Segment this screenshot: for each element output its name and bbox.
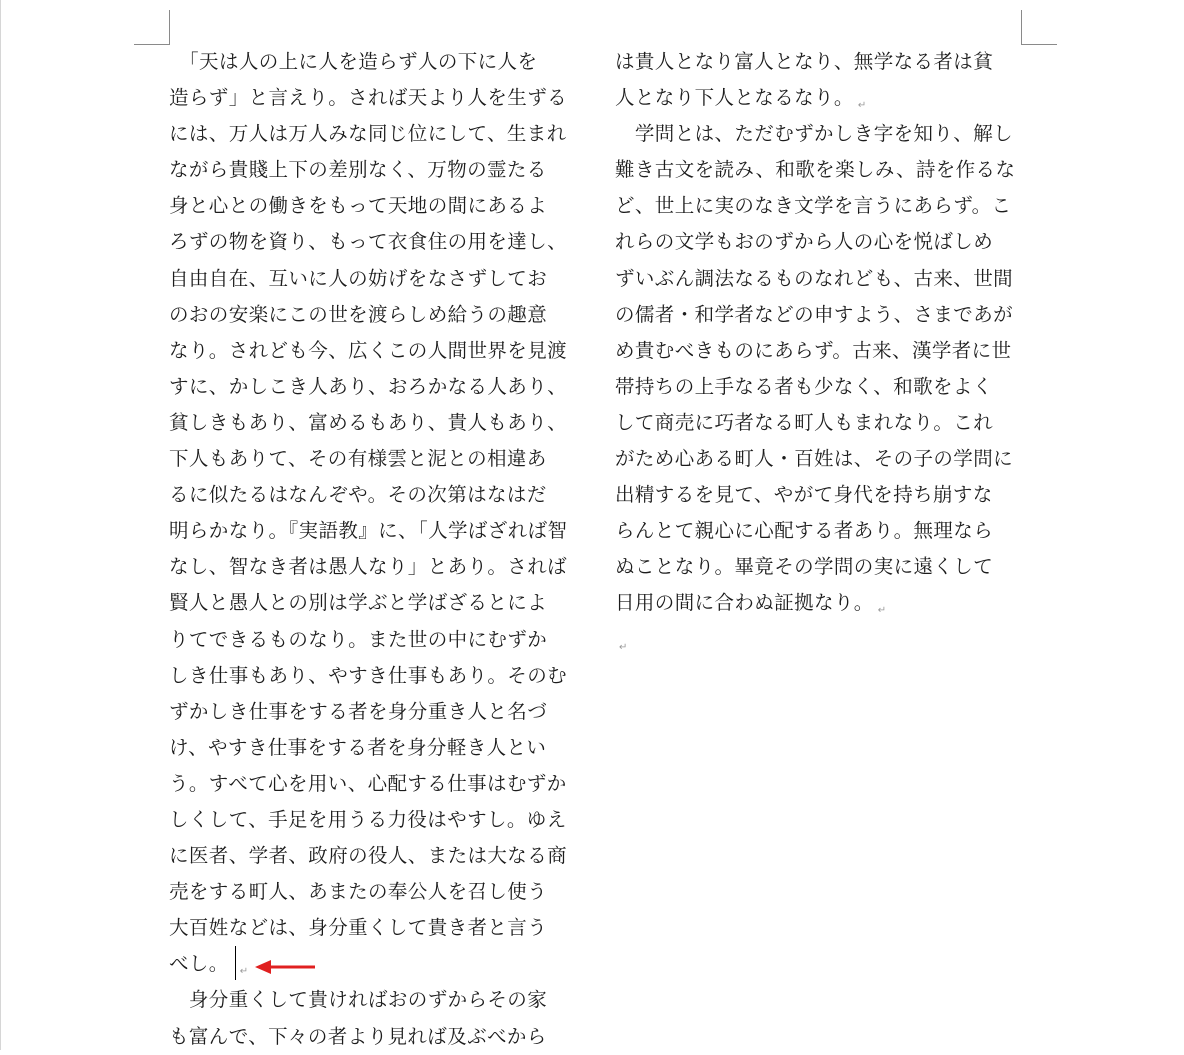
right-text-column[interactable] [615,44,1023,658]
text-line-content[interactable]: 日用の間に合わぬ証拠なり。 [615,591,874,615]
text-line[interactable]: 下人もありて、その有様雲と泥との相違あ [169,447,547,471]
text-line[interactable]: ながら貴賤上下の差別なく、万物の霊たる [169,158,547,182]
empty-line[interactable] [615,622,1023,658]
left-text-column[interactable] [169,44,577,1055]
text-line[interactable]: らんとて親心に心配する者あり。無理なら [615,519,994,543]
text-line[interactable]: がため心ある町人・百姓は、その子の学問に [615,447,1014,471]
text-line[interactable]: 出精するを見て、やがて身代を持ち崩すな [615,483,993,507]
crop-mark-top-left-vertical [169,10,170,44]
text-line[interactable]: う。すべて心を用い、心配する仕事はむずか [169,771,567,795]
text-line[interactable]: れらの文学もおのずから人の心を悦ばしめ [615,230,994,254]
red-arrow-annotation-icon [255,958,317,976]
text-line[interactable]: 売をする町人、あまたの奉公人を召し使う [169,880,548,904]
page-edge [0,0,1,1050]
text-line[interactable]: 造らず」と言えり。されば天より人を生ずる [169,86,568,110]
text-line[interactable]: ずいぶん調法なるものなれども、古来、世間 [615,266,1014,290]
crop-mark-top-right-horizontal [1021,44,1057,45]
paragraph-mark-icon: ↵ [877,605,887,617]
crop-mark-top-right-vertical [1021,10,1022,44]
text-line[interactable]: ろずの物を資り、もって衣食住の用を達し、 [169,230,568,254]
text-line[interactable]: なり。されども今、広くこの人間世界を見渡 [169,338,568,362]
text-line[interactable]: 大百姓などは、身分重くして貴き者と言う [169,916,548,940]
text-line[interactable]: 難き古文を読み、和歌を楽しみ、詩を作るな [615,158,1016,182]
text-line[interactable]: は貴人となり富人となり、無学なる者は貧 [615,50,994,73]
text-line[interactable]: るに似たるはなんぞや。その次第はなはだ [169,483,547,507]
text-line[interactable]: 明らかなり。『実語教』に、「人学ばざれば智 [169,519,568,543]
crop-mark-top-left-horizontal [134,44,170,45]
text-line[interactable]: すに、かしこき人あり、おろかなる人あり、 [169,374,568,398]
paragraph-mark-icon: ↵ [239,966,249,978]
text-line[interactable]: 身分重くして貴ければおのずからその家 [169,988,548,1012]
text-line[interactable]: しくして、手足を用うる力役はやすし。ゆえ [169,807,567,831]
text-line[interactable]: 「天は人の上に人を造らず人の下に人を [169,50,538,73]
text-line[interactable]: 賢人と愚人との別は学ぶと学ばざるとによ [169,591,548,615]
text-line[interactable]: ずかしき仕事をする者を身分重き人と名づ [169,699,548,723]
paragraph-mark-icon: ↵ [619,641,628,653]
text-line[interactable]: 帯持ちの上手なる者も少なく、和歌をよく [615,374,993,398]
text-line[interactable]: 貧しきもあり、富めるもあり、貴人もあり、 [169,410,568,434]
text-line[interactable]: ど、世上に実のなき文学を言うにあらず。こ [615,194,1012,218]
text-line[interactable]: なし、智なき者は愚人なり」とあり。されば [169,555,568,579]
text-line[interactable]: に医者、学者、政府の役人、または大なる商 [169,844,568,868]
text-line[interactable]: ぬことなり。畢竟その学問の実に遠くして [615,555,994,579]
text-line-content[interactable]: 人となり下人となるなり。 [615,86,854,110]
text-line[interactable]: 自由自在、互いに人の妨げをなさずしてお [169,266,548,290]
text-line[interactable]: 学問とは、ただむずかしき字を知り、解し [615,122,1014,146]
text-line-content[interactable]: べし。 [169,952,229,976]
text-line[interactable] [615,585,1023,621]
text-line[interactable]: のおの安楽にこの世を渡らしめ給うの趣意 [169,302,548,326]
text-line[interactable] [615,80,1023,116]
text-cursor [235,946,236,980]
text-line[interactable]: け、やすき仕事をする者を身分軽き人とい [169,735,547,759]
text-line[interactable]: も富んで、下々の者より見れば及ぶべから [169,1024,547,1048]
text-line[interactable]: 身と心との働きをもって天地の間にあるよ [169,194,548,218]
paragraph-mark-icon: ↵ [857,100,867,112]
text-line[interactable]: め貴むべきものにあらず。古来、漢学者に世 [615,338,1012,362]
text-line[interactable]: には、万人は万人みな同じ位にして、生まれ [169,122,567,146]
text-line[interactable]: しき仕事もあり、やすき仕事もあり。そのむ [169,663,568,687]
text-line[interactable]: りてできるものなり。また世の中にむずか [169,627,548,651]
text-line-with-cursor[interactable] [169,946,577,982]
text-line[interactable]: して商売に巧者なる町人もまれなり。これ [615,410,994,434]
text-line[interactable]: の儒者・和学者などの申すよう、さまであが [615,302,1014,326]
